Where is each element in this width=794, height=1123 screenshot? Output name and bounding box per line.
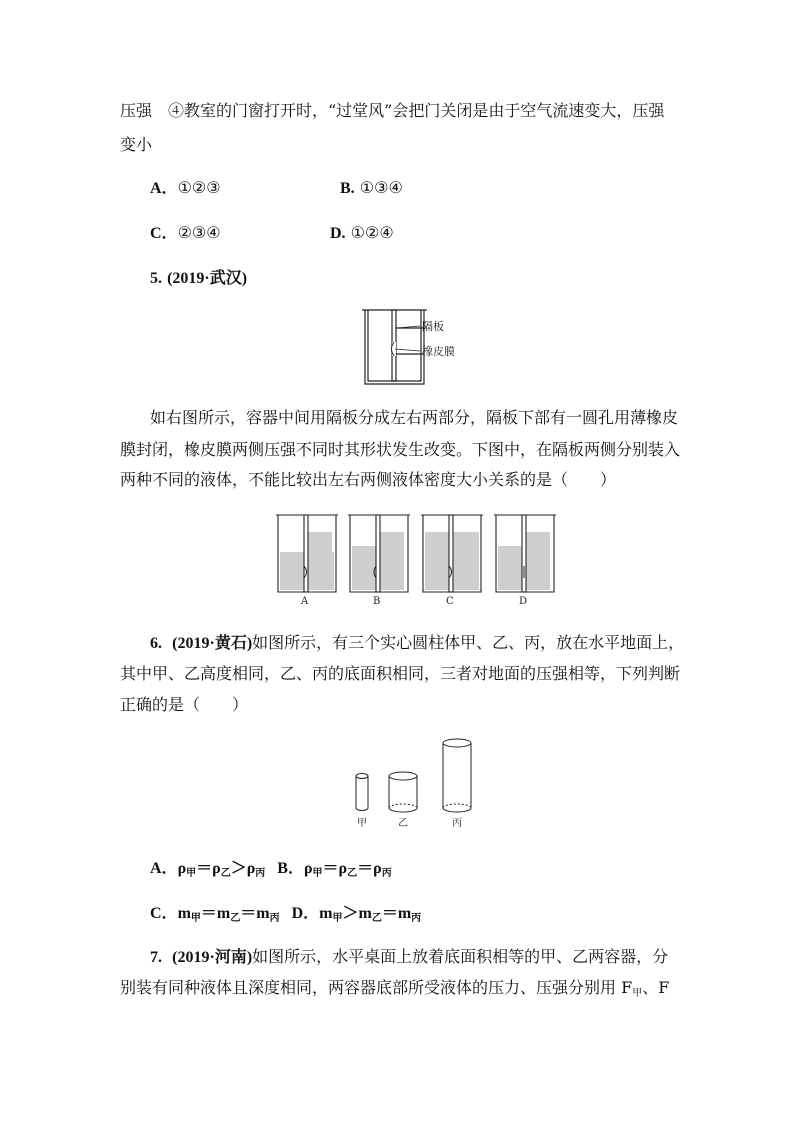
q4-option-d (330, 222, 394, 245)
label-a: A (301, 596, 309, 607)
q4-option-c (150, 222, 221, 245)
q7-text-line2: 别装有同种液体且深度相同，两容器底部所受液体的压力、压强分别用 $F_甲$、F (120, 978, 670, 999)
q5-text-line2: 膜封闭，橡皮膜两侧压强不同时其形状发生改变。下图中，在隔板两侧分别装入 (120, 440, 681, 459)
q4-option-b (340, 177, 403, 200)
q6-cylinders-figure (350, 738, 480, 833)
beaker-c (421, 515, 483, 607)
q6-text-line2: 其中甲、乙高度相同，乙、丙的底面积相同，三者对地面的压强相等，下列判断 (120, 664, 681, 683)
beaker-b (348, 515, 410, 607)
q4-text-line2: 变小 (120, 135, 153, 154)
label-yi: 乙 (398, 818, 408, 829)
label-c: C (446, 596, 454, 607)
label-jia: 甲 (357, 818, 367, 829)
q4-option-a (150, 177, 221, 200)
beaker-a (276, 515, 338, 607)
option-b: B．$\rho_甲=\rho_乙=\rho_丙$ (277, 860, 392, 879)
option-letter: C． (150, 225, 178, 242)
label-b: B (373, 596, 381, 607)
option-text: ①②③ (177, 178, 221, 197)
question-source: (2019·武汉) (167, 270, 248, 287)
option-letter: D. (330, 225, 346, 242)
option-letter: A． (150, 180, 178, 197)
option-text: ①②④ (350, 223, 394, 242)
q6-options-line1 (150, 858, 392, 885)
question-number: 5. (150, 270, 162, 287)
option-a: A．$\rho_甲=\rho_乙>\rho_丙$ (150, 860, 266, 879)
label-bing: 丙 (452, 818, 462, 829)
label-partition: 隔板 (422, 320, 444, 333)
option-text: ②③④ (177, 223, 221, 242)
q6-text-line1 (150, 632, 684, 655)
q5-text-line3: 两种不同的液体，不能比较出左右两侧液体密度大小关系的是（ ） (120, 470, 617, 489)
label-d: D (519, 596, 528, 607)
beaker-d (494, 515, 556, 607)
question-number: 7. (150, 949, 162, 966)
q5-container-figure (360, 308, 480, 388)
question-text: 如图所示，有三个实心圆柱体甲、乙、丙，放在水平地面上， (252, 633, 685, 652)
question-number: 6. (150, 635, 162, 652)
question-source: (2019·黄石) (172, 635, 253, 652)
q5-text-line1: 如右图所示，容器中间用隔板分成左右两部分，隔板下部有一圆孔用薄橡皮 (150, 408, 679, 427)
option-text: ①③④ (359, 178, 403, 197)
q7-text-line1 (150, 946, 668, 969)
q6-options-line2 (150, 903, 421, 930)
label-membrane: 橡皮膜 (422, 345, 455, 358)
q4-text-line1: 压强 ④教室的门窗打开时，“过堂风”会把门关闭是由于空气流速变大，压强 (120, 101, 665, 120)
option-c: C．$m_甲=m_乙=m_丙$ (150, 905, 280, 924)
option-d: D．$m_甲>m_乙=m_丙$ (291, 905, 422, 924)
question-source: (2019·河南) (172, 949, 253, 966)
q5-beakers-figure (274, 510, 554, 610)
option-letter: B. (340, 180, 355, 197)
q6-text-line3: 正确的是（ ） (120, 695, 249, 714)
q5-header (150, 267, 247, 290)
question-text: 如图所示，水平桌面上放着底面积相等的甲、乙两容器，分 (252, 947, 669, 966)
